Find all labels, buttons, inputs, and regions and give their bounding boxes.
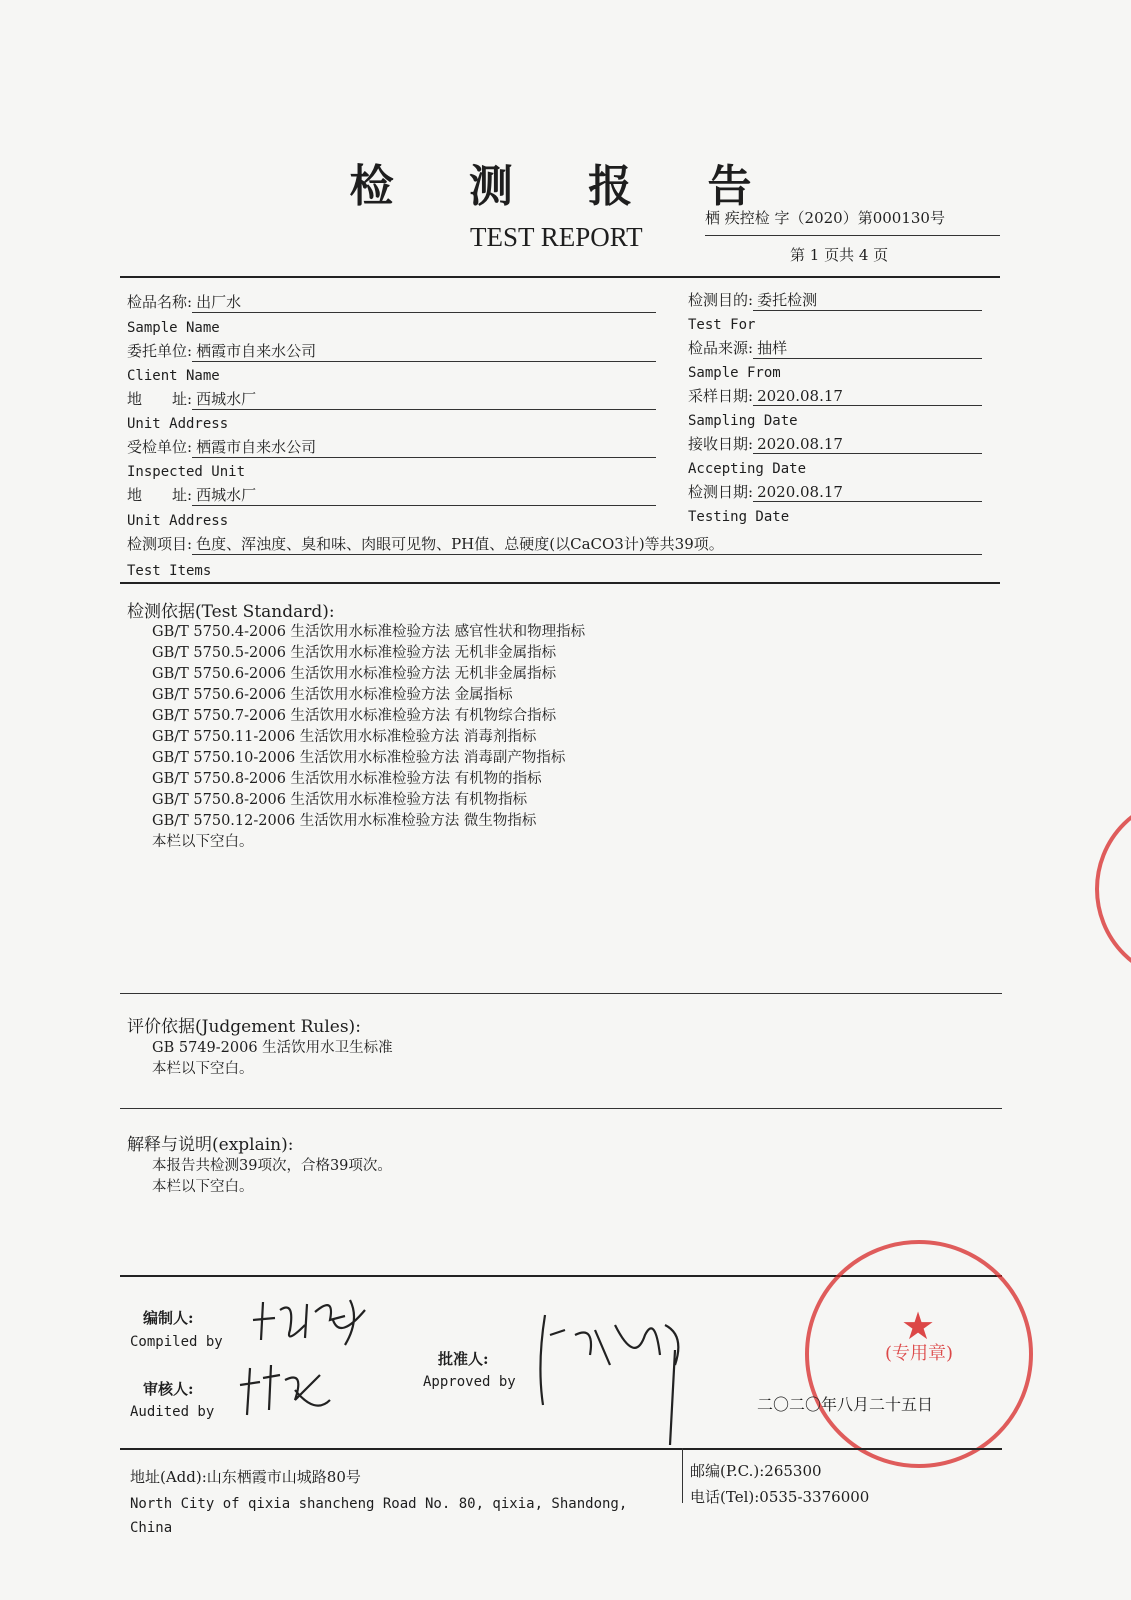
unit-address-value-1: 西城水厂: [192, 388, 656, 410]
explain-list: [152, 1156, 392, 1198]
compiled-by-label-cn: 编制人:: [143, 1309, 194, 1327]
sample-name-label-en: Sample Name: [127, 320, 220, 336]
official-seal: [805, 1240, 1033, 1468]
test-standard-list: [152, 622, 585, 853]
accepting-date-field: [688, 433, 982, 454]
seal-text: (专用章): [884, 1343, 954, 1364]
standard-item: GB/T 5750.11-2006 生活饮用水标准检验方法 消毒剂指标: [152, 729, 537, 745]
footer-telephone: 电话(Tel):0535-3376000: [690, 1488, 870, 1506]
test-standard-title: 检测依据(Test Standard):: [127, 602, 335, 622]
report-date: 二〇二〇年八月二十五日: [757, 1395, 934, 1414]
client-name-label: 委托单位:: [127, 342, 193, 360]
accepting-date-label: 接收日期:: [688, 435, 754, 453]
blank-below-note: 本栏以下空白。: [152, 1179, 254, 1195]
footer-address-cn: 地址(Add):山东栖霞市山城路80号: [130, 1468, 361, 1486]
testing-date-label-en: Testing Date: [688, 509, 790, 525]
blank-below-note: 本栏以下空白。: [152, 1061, 254, 1077]
test-for-field: [688, 289, 982, 311]
blank-below-note: 本栏以下空白。: [152, 834, 254, 850]
report-title-cn: 检 测 报 告: [349, 161, 782, 212]
unit-address-field-2: [127, 484, 656, 506]
document-number: 栖 疾控检 字（2020）第000130号: [705, 209, 945, 227]
test-items-label: 检测项目:: [127, 535, 193, 553]
test-items-value: 色度、浑浊度、臭和味、肉眼可见物、PH值、总硬度(以CaCO3计)等共39项。: [192, 533, 982, 555]
judgement-title: 评价依据(Judgement Rules):: [127, 1017, 361, 1037]
client-name-label-en: Client Name: [127, 368, 220, 384]
audited-by-signature: [235, 1360, 335, 1420]
client-name-field: [127, 340, 656, 362]
standard-item: GB/T 5750.12-2006 生活饮用水标准检验方法 微生物指标: [152, 813, 537, 829]
test-items-label-en: Test Items: [127, 563, 212, 579]
sample-name-field: [127, 291, 656, 313]
unit-address-label-en-2: Unit Address: [127, 513, 229, 529]
fields-divider: [120, 582, 1000, 584]
test-items-field: [127, 533, 982, 555]
inspected-unit-label: 受检单位:: [127, 438, 193, 456]
report-title-en: TEST REPORT: [470, 222, 643, 252]
sample-from-label-en: Sample From: [688, 365, 781, 381]
inspected-unit-field: [127, 436, 656, 458]
sampling-date-label-en: Sampling Date: [688, 413, 798, 429]
approved-by-label-cn: 批准人:: [438, 1350, 489, 1368]
accepting-date-value: 2020.08.17: [753, 435, 982, 454]
standard-item: GB/T 5750.6-2006 生活饮用水标准检验方法 金属指标: [152, 687, 513, 703]
sampling-date-label: 采样日期:: [688, 387, 754, 405]
standard-item: GB/T 5750.8-2006 生活饮用水标准检验方法 有机物的指标: [152, 771, 542, 787]
unit-address-label-en-1: Unit Address: [127, 416, 229, 432]
standard-item: GB/T 5750.7-2006 生活饮用水标准检验方法 有机物综合指标: [152, 708, 557, 724]
inspected-unit-value: 栖霞市自来水公司: [192, 436, 656, 458]
judgement-list: [152, 1038, 393, 1080]
standard-item: GB/T 5750.5-2006 生活饮用水标准检验方法 无机非金属指标: [152, 645, 557, 661]
test-for-label-en: Test For: [688, 317, 756, 333]
audited-by-label-cn: 审核人:: [143, 1380, 194, 1398]
unit-address-label-1: 地 址:: [127, 390, 193, 408]
sample-from-field: [688, 337, 982, 359]
footer-divider: [120, 1448, 1002, 1450]
sampling-date-value: 2020.08.17: [753, 387, 982, 406]
explain-title: 解释与说明(explain):: [127, 1135, 294, 1155]
unit-address-field-1: [127, 388, 656, 410]
testing-date-label: 检测日期:: [688, 483, 754, 501]
compiled-by-label-en: Compiled by: [130, 1334, 223, 1350]
footer-postcode: 邮编(P.C.):265300: [690, 1462, 822, 1480]
client-name-value: 栖霞市自来水公司: [192, 340, 656, 362]
partial-seal-right: [1095, 795, 1131, 983]
test-for-label: 检测目的:: [688, 291, 754, 309]
judgement-item: GB 5749-2006 生活饮用水卫生标准: [152, 1040, 393, 1056]
standard-item: GB/T 5750.8-2006 生活饮用水标准检验方法 有机物指标: [152, 792, 528, 808]
approved-by-label-en: Approved by: [423, 1374, 516, 1390]
sample-from-label: 检品来源:: [688, 339, 754, 357]
footer-address-en: North City of qixia shancheng Road No. 80, qixia, Shandong, China: [130, 1496, 628, 1536]
approved-by-signature: [535, 1305, 705, 1455]
sampling-date-field: [688, 385, 982, 406]
standard-item: GB/T 5750.6-2006 生活饮用水标准检验方法 无机非金属指标: [152, 666, 557, 682]
document-number-underline: [705, 235, 1000, 236]
testing-date-value: 2020.08.17: [753, 483, 982, 502]
judgement-divider: [120, 1108, 1002, 1109]
sample-name-value: 出厂水: [192, 291, 656, 313]
explain-item: 本报告共检测39项次，合格39项次。: [152, 1158, 392, 1174]
compiled-by-signature: [245, 1290, 375, 1350]
sample-from-value: 抽样: [753, 337, 982, 359]
standard-item: GB/T 5750.10-2006 生活饮用水标准检验方法 消毒副产物指标: [152, 750, 566, 766]
inspected-unit-label-en: Inspected Unit: [127, 464, 246, 480]
seal-star-icon: ★: [901, 1304, 936, 1348]
accepting-date-label-en: Accepting Date: [688, 461, 807, 477]
page-info: 第 1 页共 4 页: [790, 246, 889, 264]
testing-date-field: [688, 481, 982, 502]
sample-name-label: 检品名称:: [127, 293, 193, 311]
standard-divider: [120, 993, 1002, 994]
standard-item: GB/T 5750.4-2006 生活饮用水标准检验方法 感官性状和物理指标: [152, 624, 586, 640]
audited-by-label-en: Audited by: [130, 1404, 215, 1420]
unit-address-value-2: 西城水厂: [192, 484, 656, 506]
footer-column-divider: [682, 1448, 683, 1503]
test-for-value: 委托检测: [753, 289, 982, 311]
header-divider: [120, 276, 1000, 278]
unit-address-label-2: 地 址:: [127, 486, 193, 504]
